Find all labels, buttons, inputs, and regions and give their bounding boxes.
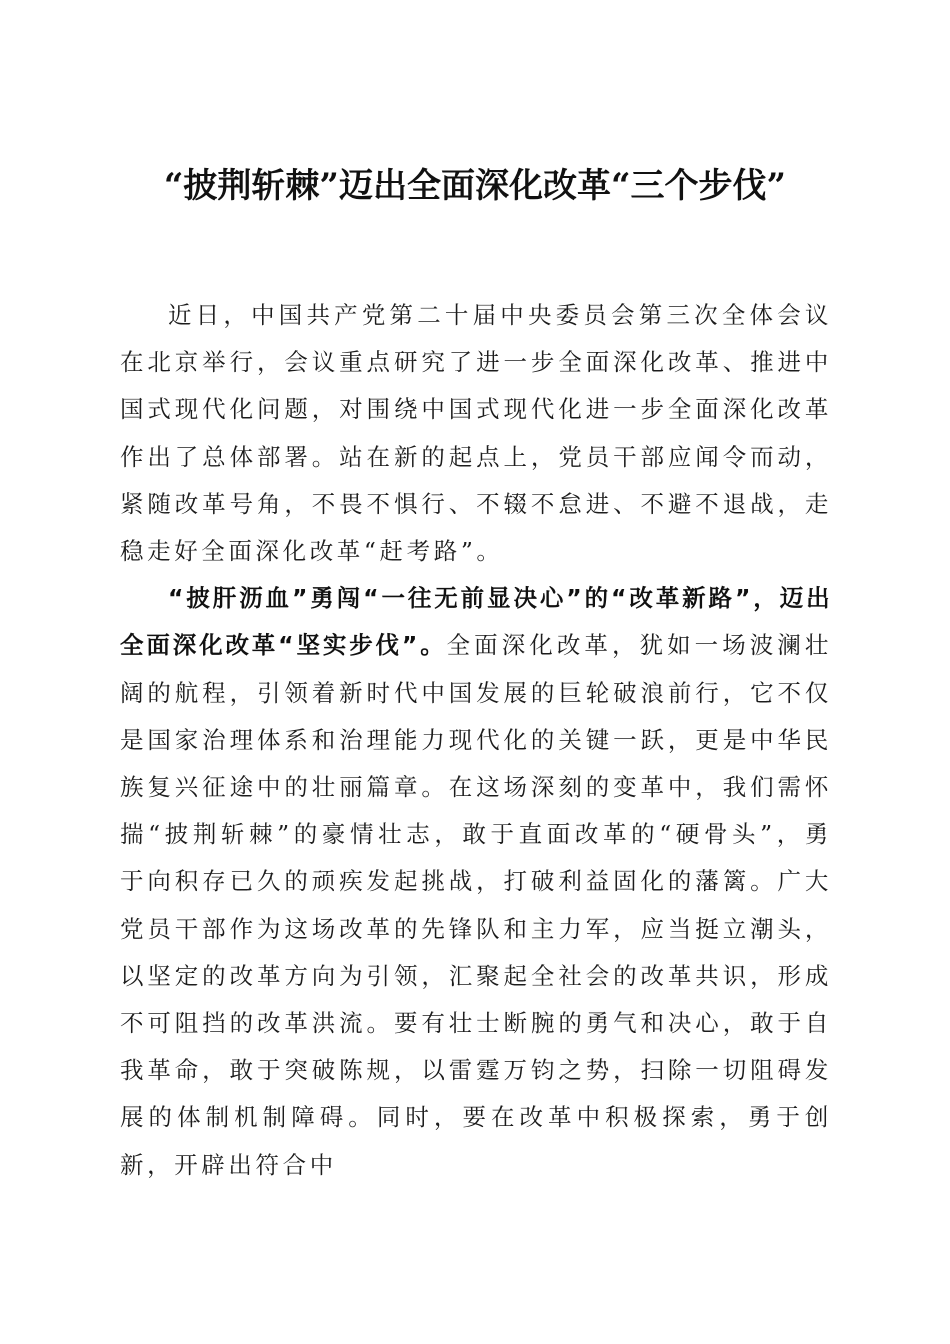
paragraph-text: 全面深化改革，犹如一场波澜壮阔的航程，引领着新时代中国发展的巨轮破浪前行，它不仅是国家治理体系和治理能力现代化的关键一跃，更是中华民族复兴征途中的壮丽篇章。在这场深刻的变革中，我们需怀揣“披荆斩棘”的豪情壮志，敢于直面改革的“硬骨头”，勇于向积存已久的顽疾发起挑战，打破利益固化的藩篱。广大党员干部作为这场改革的先锋队和主力军，应当挺立潮头，以坚定的改革方向为引领，汇聚起全社会的改革共识，形成不可阻挡的改革洪流。要有壮士断腕的勇气和决心，敢于自我革命，敢于突破陈规，以雷霆万钧之势，扫除一切阻碍发展的体制机制障碍。同时，要在改革中积极探索，勇于创新，开辟出符合中 <box>120 631 832 1179</box>
paragraph-text: 近日，中国共产党第二十届中央委员会第三次全体会议在北京举行，会议重点研究了进一步全面深化改革、推进中国式现代化问题，对围绕中国式现代化进一步全面深化改革作出了总体部署。站在新的起点上，党员干部应闻令而动，紧随改革号角，不畏不惧行、不辍不怠进、不避不退战，走稳走好全面深化改革“赶考路”。 <box>120 301 832 566</box>
paragraph-lead-heading: “披肝沥血”勇闯“一往无前显决心”的“改革新路”，迈出全面深化改革“坚实步伐”。 <box>120 584 832 660</box>
paragraph-intro <box>120 292 832 575</box>
document-body <box>120 292 832 1189</box>
document-title: “披荆斩棘”迈出全面深化改革“三个步伐” <box>163 166 787 206</box>
paragraph-section-one <box>120 575 832 1189</box>
